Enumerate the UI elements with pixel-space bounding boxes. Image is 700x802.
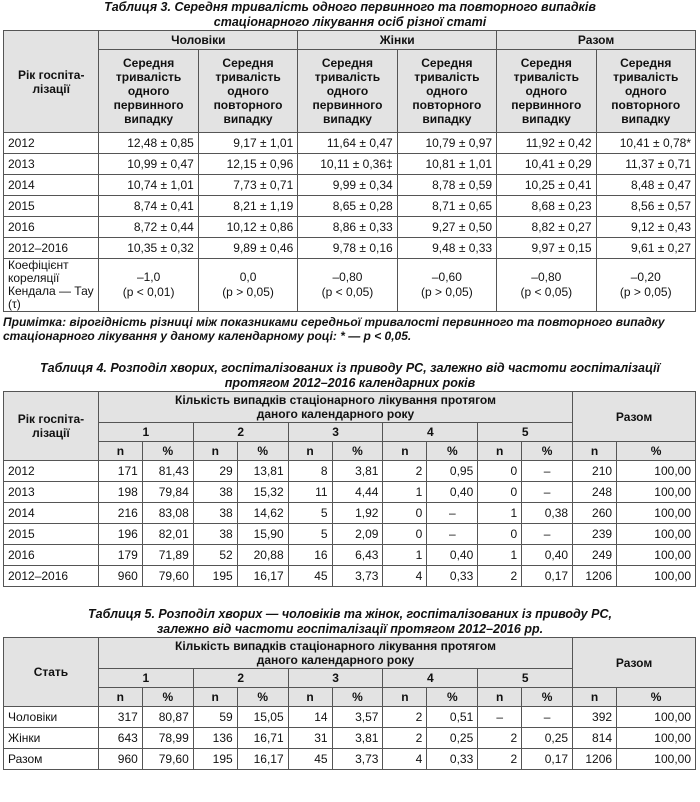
row-label: 2014 [4, 503, 99, 524]
table-cell: 2,09 [332, 524, 383, 545]
table-cell: 960 [98, 566, 142, 587]
table-cell: 12,15 ± 0,96 [198, 154, 297, 175]
n-header: n [478, 688, 522, 707]
table-row [4, 238, 696, 259]
table4-total-header: Разом [573, 392, 696, 442]
percent-header: % [427, 442, 478, 461]
kendall-p: (p < 0,01) [122, 285, 175, 299]
table-cell: 4 [383, 749, 427, 770]
table-cell: 0,95 [427, 461, 478, 482]
table-cell: 8,86 ± 0,33 [298, 217, 397, 238]
table3-sub-repeat: Середня тривалість одного повторного випадку [596, 50, 695, 133]
n-header: n [383, 688, 427, 707]
table3-group-men: Чоловіки [99, 31, 298, 50]
kendall-p: (p > 0,05) [222, 285, 274, 299]
table5-group-3: 3 [288, 669, 383, 688]
table-cell: 5 [288, 503, 332, 524]
table-cell: 0,51 [427, 707, 478, 728]
table-row [4, 154, 696, 175]
table-cell: 11,64 ± 0,47 [298, 133, 397, 154]
n-header: n [288, 688, 332, 707]
table-row [4, 196, 696, 217]
table-cell: 2 [478, 728, 522, 749]
table-cell: 9,17 ± 1,01 [198, 133, 297, 154]
table3-kendall-cell [596, 259, 695, 312]
n-header: n [573, 442, 617, 461]
table-cell: 3,57 [332, 707, 383, 728]
table-cell: 9,89 ± 0,46 [198, 238, 297, 259]
table-cell: 16,71 [237, 728, 288, 749]
table-cell: 260 [573, 503, 617, 524]
table4-body [4, 461, 696, 587]
table-cell: 10,79 ± 0,97 [397, 133, 496, 154]
table-cell: 2 [383, 707, 427, 728]
table-cell: 1,92 [332, 503, 383, 524]
table-cell: 15,05 [237, 707, 288, 728]
table-cell: – [522, 524, 573, 545]
kendall-p: (p < 0,05) [321, 285, 374, 299]
table3-kendall-cell [397, 259, 496, 312]
kendall-value: 0,0 [239, 270, 257, 284]
table-cell: 0 [478, 482, 522, 503]
row-label: 2015 [4, 524, 99, 545]
table4-group-4: 4 [383, 423, 478, 442]
table5-count-header: Кількість випадків стаціонарного лікування протягом даного календарного року [98, 638, 572, 669]
table-cell: 100,00 [617, 545, 696, 566]
table-row [4, 707, 696, 728]
table-cell: 10,25 ± 0,41 [497, 175, 596, 196]
table-cell: 392 [573, 707, 617, 728]
row-label: 2012 [4, 461, 99, 482]
table-cell: 100,00 [617, 728, 696, 749]
table-cell: 100,00 [617, 749, 696, 770]
table-cell: 52 [193, 545, 237, 566]
table4-caption [0, 361, 700, 391]
table3-kendall-row [4, 259, 696, 312]
table-cell: 45 [288, 749, 332, 770]
table-cell: 10,99 ± 0,47 [99, 154, 198, 175]
table-cell: 16 [288, 545, 332, 566]
table3-note: Примітка: вірогідність різниці між показниками середньої тривалості первинного та повторного випадку стаціонарного лікування у даному календарному році: * — p < 0,05. [3, 315, 665, 343]
percent-header: % [237, 688, 288, 707]
table-cell: – [522, 482, 573, 503]
table-cell: 3,73 [332, 566, 383, 587]
table-cell: 100,00 [617, 503, 696, 524]
table-cell: 45 [288, 566, 332, 587]
table4-row-header: Рік госпіта-лізації [4, 392, 99, 461]
table-cell: 8,56 ± 0,57 [596, 196, 695, 217]
n-header: n [193, 442, 237, 461]
table-cell: 38 [193, 482, 237, 503]
table-cell: 0,38 [522, 503, 573, 524]
table-row [4, 503, 696, 524]
table-cell: 8,72 ± 0,44 [99, 217, 198, 238]
table-cell: 10,35 ± 0,32 [99, 238, 198, 259]
table5-total-header: Разом [573, 638, 696, 688]
table-row [4, 175, 696, 196]
percent-header: % [142, 688, 193, 707]
row-label: 2016 [4, 545, 99, 566]
table-cell: 14 [288, 707, 332, 728]
table-cell: 0,33 [427, 566, 478, 587]
table3-caption-line1: Таблиця 3. Середня тривалість одного первинного та повторного випадків [104, 0, 596, 14]
table-cell: 171 [98, 461, 142, 482]
table5-group-4: 4 [383, 669, 478, 688]
table-cell: 960 [98, 749, 142, 770]
table-cell: – [478, 707, 522, 728]
table5-body [4, 707, 696, 770]
table-cell: 0,17 [522, 566, 573, 587]
table-cell: 16,17 [237, 566, 288, 587]
table-cell: 0,17 [522, 749, 573, 770]
table-cell: 14,62 [237, 503, 288, 524]
table-cell: 8,82 ± 0,27 [497, 217, 596, 238]
percent-header: % [522, 688, 573, 707]
table-cell: – [427, 524, 478, 545]
table-cell: 1 [478, 503, 522, 524]
table-cell: 1 [478, 545, 522, 566]
table-cell: 8 [288, 461, 332, 482]
table-cell: 11,92 ± 0,42 [497, 133, 596, 154]
kendall-p: (p > 0,05) [421, 285, 473, 299]
table-cell: 11 [288, 482, 332, 503]
table-cell: 8,78 ± 0,59 [397, 175, 496, 196]
table3-sub-first: Середня тривалість одного первинного випадку [298, 50, 397, 133]
table5-row-header: Стать [4, 638, 99, 707]
table-cell: 8,48 ± 0,47 [596, 175, 695, 196]
table-cell: – [427, 503, 478, 524]
table4-group-1: 1 [98, 423, 193, 442]
table3-caption [0, 0, 700, 30]
table-cell: 8,71 ± 0,65 [397, 196, 496, 217]
table-cell: 9,99 ± 0,34 [298, 175, 397, 196]
table5-caption [0, 607, 700, 637]
table-row [4, 482, 696, 503]
row-label: 2013 [4, 154, 99, 175]
table3-body [4, 133, 696, 259]
table-cell: 4,44 [332, 482, 383, 503]
table4-header-row1 [4, 392, 696, 423]
percent-header: % [617, 442, 696, 461]
table-row [4, 749, 696, 770]
table-cell: 15,32 [237, 482, 288, 503]
table-cell: 2 [383, 728, 427, 749]
table-cell: 248 [573, 482, 617, 503]
row-label: 2014 [4, 175, 99, 196]
table-row [4, 524, 696, 545]
table-cell: 31 [288, 728, 332, 749]
table5-caption-line2: залежно від частоти госпіталізації протягом 2012–2016 рр. [156, 622, 544, 636]
table-cell: 6,43 [332, 545, 383, 566]
table5-caption-line1: Таблиця 5. Розподіл хворих — чоловіків та жінок, госпіталізованих із приводу РС, [88, 607, 612, 621]
table4-group-3: 3 [288, 423, 383, 442]
table-cell: 81,43 [142, 461, 193, 482]
table-cell: 100,00 [617, 482, 696, 503]
table5-header-row1 [4, 638, 696, 669]
table-cell: 12,48 ± 0,85 [99, 133, 198, 154]
table-cell: 100,00 [617, 461, 696, 482]
table-cell: 195 [193, 749, 237, 770]
table-cell: 9,12 ± 0,43 [596, 217, 695, 238]
table-cell: 3,81 [332, 461, 383, 482]
table3-group-total: Разом [497, 31, 696, 50]
n-header: n [478, 442, 522, 461]
table-cell: 2 [478, 749, 522, 770]
row-label: Жінки [4, 728, 99, 749]
table-cell: 249 [573, 545, 617, 566]
table4-caption-line1: Таблиця 4. Розподіл хворих, госпіталізованих із приводу РС, залежно від частоти госпіталізації [39, 361, 660, 375]
row-label: Чоловіки [4, 707, 99, 728]
percent-header: % [332, 442, 383, 461]
table-cell: 10,81 ± 1,01 [397, 154, 496, 175]
percent-header: % [522, 442, 573, 461]
table-cell: 9,48 ± 0,33 [397, 238, 496, 259]
table-cell: 1 [383, 482, 427, 503]
table-cell: 198 [98, 482, 142, 503]
table4 [3, 391, 696, 587]
percent-header: % [142, 442, 193, 461]
table-cell: 2 [383, 461, 427, 482]
table-cell: 59 [193, 707, 237, 728]
table-cell: 10,11 ± 0,36‡ [298, 154, 397, 175]
table-cell: 1206 [573, 566, 617, 587]
table5-group-2: 2 [193, 669, 288, 688]
table3-kendall-label: Коефіцієнт кореляції Кендала — Тау (τ) [4, 259, 99, 312]
table4-header-row3 [4, 442, 696, 461]
table-cell: 82,01 [142, 524, 193, 545]
table-row [4, 217, 696, 238]
table5-group-1: 1 [98, 669, 193, 688]
table3-caption-line2: стаціонарного лікування осіб різної статі [213, 15, 487, 29]
table3-sub-repeat: Середня тривалість одного повторного випадку [198, 50, 297, 133]
table-cell: 9,27 ± 0,50 [397, 217, 496, 238]
row-label: 2012–2016 [4, 566, 99, 587]
table3-kendall-cell [497, 259, 596, 312]
table-row [4, 133, 696, 154]
table-cell: 210 [573, 461, 617, 482]
table-cell: 136 [193, 728, 237, 749]
table-cell: 814 [573, 728, 617, 749]
percent-header: % [617, 688, 696, 707]
table-cell: 0,25 [522, 728, 573, 749]
table-cell: 100,00 [617, 707, 696, 728]
table3-sub-first: Середня тривалість одного первинного випадку [99, 50, 198, 133]
table-cell: 13,81 [237, 461, 288, 482]
kendall-value: –0,20 [630, 270, 661, 284]
table-cell: 3,73 [332, 749, 383, 770]
table-cell: 10,41 ± 0,78* [596, 133, 695, 154]
table5-header-row3 [4, 688, 696, 707]
table3-kendall-cell [298, 259, 397, 312]
n-header: n [288, 442, 332, 461]
table-cell: 16,17 [237, 749, 288, 770]
row-label: Разом [4, 749, 99, 770]
percent-header: % [237, 442, 288, 461]
n-header: n [98, 688, 142, 707]
table3-sub-first: Середня тривалість одного первинного випадку [497, 50, 596, 133]
table-cell: 78,99 [142, 728, 193, 749]
table-cell: 3,81 [332, 728, 383, 749]
table4-group-2: 2 [193, 423, 288, 442]
n-header: n [383, 442, 427, 461]
table-cell: 179 [98, 545, 142, 566]
n-header: n [573, 688, 617, 707]
table3-kendall-cell [99, 259, 198, 312]
table-cell: 10,74 ± 1,01 [99, 175, 198, 196]
table-row [4, 566, 696, 587]
table5-group-5: 5 [478, 669, 573, 688]
table4-count-header: Кількість випадків стаціонарного лікування протягом даного календарного року [98, 392, 572, 423]
row-label: 2013 [4, 482, 99, 503]
table3-sub-repeat: Середня тривалість одного повторного випадку [397, 50, 496, 133]
kendall-p: (p > 0,05) [619, 285, 672, 299]
table-cell: 83,08 [142, 503, 193, 524]
table-cell: 216 [98, 503, 142, 524]
percent-header: % [332, 688, 383, 707]
percent-header: % [427, 688, 478, 707]
table-row [4, 728, 696, 749]
table-cell: 9,97 ± 0,15 [497, 238, 596, 259]
table4-group-5: 5 [478, 423, 573, 442]
table-cell: 8,74 ± 0,41 [99, 196, 198, 217]
table-cell: 29 [193, 461, 237, 482]
table-cell: 0,33 [427, 749, 478, 770]
table5 [3, 637, 696, 770]
table-cell: 0 [383, 524, 427, 545]
table-cell: 38 [193, 503, 237, 524]
kendall-value: –0,80 [531, 270, 562, 284]
table4-caption-line2: протягом 2012–2016 календарних років [224, 376, 476, 390]
kendall-p: (p < 0,05) [520, 285, 573, 299]
table-cell: 8,68 ± 0,23 [497, 196, 596, 217]
table-cell: 1206 [573, 749, 617, 770]
table-cell: 196 [98, 524, 142, 545]
table-cell: – [522, 707, 573, 728]
table-cell: 11,37 ± 0,71 [596, 154, 695, 175]
table-cell: 79,60 [142, 566, 193, 587]
kendall-value: –0,80 [332, 270, 363, 284]
table-cell: 79,84 [142, 482, 193, 503]
table-cell: 38 [193, 524, 237, 545]
table3-kendall-cell [198, 259, 297, 312]
table-cell: 4 [383, 566, 427, 587]
kendall-value: –1,0 [136, 270, 161, 284]
row-label: 2012 [4, 133, 99, 154]
table-cell: 0 [478, 461, 522, 482]
table-cell: 239 [573, 524, 617, 545]
table-cell: 643 [98, 728, 142, 749]
table-cell: 10,41 ± 0,29 [497, 154, 596, 175]
table-cell: 0,40 [427, 482, 478, 503]
table3 [3, 30, 696, 312]
table-cell: 0,40 [427, 545, 478, 566]
table-cell: 8,21 ± 1,19 [198, 196, 297, 217]
table-cell: 80,87 [142, 707, 193, 728]
table-cell: 9,78 ± 0,16 [298, 238, 397, 259]
n-header: n [98, 442, 142, 461]
table-cell: 8,65 ± 0,28 [298, 196, 397, 217]
table-cell: 71,89 [142, 545, 193, 566]
table-row [4, 461, 696, 482]
table-cell: 100,00 [617, 524, 696, 545]
kendall-value: –0,60 [431, 270, 462, 284]
table-cell: 7,73 ± 0,71 [198, 175, 297, 196]
row-label: 2016 [4, 217, 99, 238]
table3-header-row1 [4, 31, 696, 50]
table-cell: – [522, 461, 573, 482]
table3-group-women: Жінки [298, 31, 497, 50]
n-header: n [193, 688, 237, 707]
table-cell: 0 [383, 503, 427, 524]
table-cell: 0,25 [427, 728, 478, 749]
table-cell: 5 [288, 524, 332, 545]
table-cell: 15,90 [237, 524, 288, 545]
row-label: 2015 [4, 196, 99, 217]
table3-row-header: Рік госпіта-лізації [4, 31, 99, 133]
table-cell: 195 [193, 566, 237, 587]
table-cell: 1 [383, 545, 427, 566]
table-cell: 2 [478, 566, 522, 587]
table3-header-row2 [4, 50, 696, 133]
table-cell: 79,60 [142, 749, 193, 770]
table-cell: 0 [478, 524, 522, 545]
table-cell: 9,61 ± 0,27 [596, 238, 695, 259]
table-row [4, 545, 696, 566]
table-cell: 100,00 [617, 566, 696, 587]
row-label: 2012–2016 [4, 238, 99, 259]
table-cell: 317 [98, 707, 142, 728]
table-cell: 0,40 [522, 545, 573, 566]
table-cell: 10,12 ± 0,86 [198, 217, 297, 238]
table-cell: 20,88 [237, 545, 288, 566]
